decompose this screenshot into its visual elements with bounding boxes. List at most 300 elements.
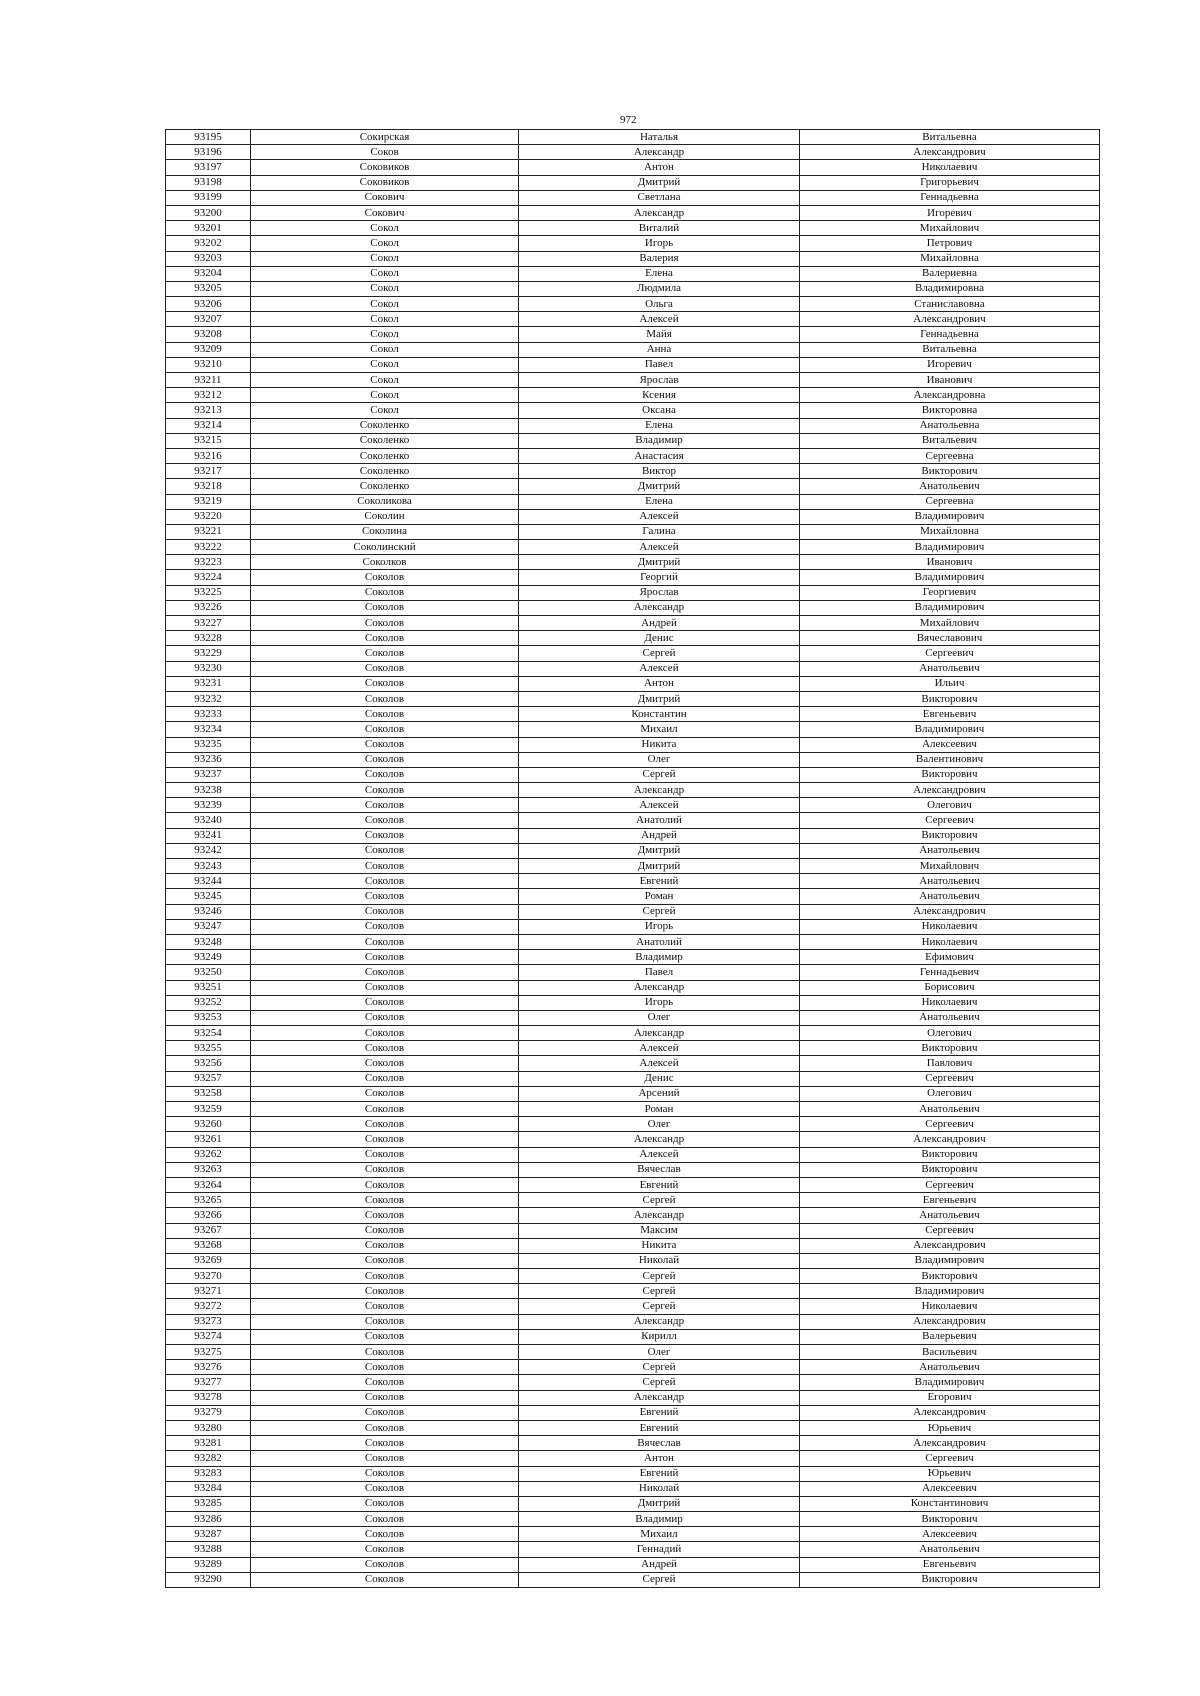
first-name-cell: Анатолий <box>519 934 800 949</box>
first-name-cell: Олег <box>519 1117 800 1132</box>
last-name-cell: Соколина <box>251 524 519 539</box>
last-name-cell: Соколенко <box>251 418 519 433</box>
record-number-cell: 93229 <box>166 646 251 661</box>
patronymic-cell: Александрович <box>800 145 1100 160</box>
record-number-cell: 93267 <box>166 1223 251 1238</box>
first-name-cell: Дмитрий <box>519 175 800 190</box>
table-row <box>166 661 1100 676</box>
table-row <box>166 1572 1100 1587</box>
record-number-cell: 93264 <box>166 1177 251 1192</box>
patronymic-cell: Сергеевна <box>800 448 1100 463</box>
record-number-cell: 93255 <box>166 1041 251 1056</box>
first-name-cell: Владимир <box>519 950 800 965</box>
first-name-cell: Александр <box>519 1132 800 1147</box>
first-name-cell: Максим <box>519 1223 800 1238</box>
first-name-cell: Оксана <box>519 403 800 418</box>
table-row <box>166 1390 1100 1405</box>
last-name-cell: Соковиков <box>251 175 519 190</box>
first-name-cell: Александр <box>519 1026 800 1041</box>
last-name-cell: Соколков <box>251 555 519 570</box>
first-name-cell: Дмитрий <box>519 479 800 494</box>
first-name-cell: Сергей <box>519 767 800 782</box>
table-row <box>166 130 1100 145</box>
patronymic-cell: Сергеевич <box>800 646 1100 661</box>
first-name-cell: Майя <box>519 327 800 342</box>
last-name-cell: Сокол <box>251 388 519 403</box>
first-name-cell: Арсений <box>519 1086 800 1101</box>
table-row <box>166 1177 1100 1192</box>
last-name-cell: Соколов <box>251 1496 519 1511</box>
table-row <box>166 1132 1100 1147</box>
record-number-cell: 93251 <box>166 980 251 995</box>
record-number-cell: 93262 <box>166 1147 251 1162</box>
first-name-cell: Андрей <box>519 616 800 631</box>
first-name-cell: Денис <box>519 631 800 646</box>
patronymic-cell: Николаевич <box>800 934 1100 949</box>
last-name-cell: Сокол <box>251 236 519 251</box>
patronymic-cell: Олегович <box>800 1026 1100 1041</box>
record-number-cell: 93268 <box>166 1238 251 1253</box>
last-name-cell: Соколов <box>251 859 519 874</box>
record-number-cell: 93209 <box>166 342 251 357</box>
last-name-cell: Соколов <box>251 1269 519 1284</box>
patronymic-cell: Евгеньевич <box>800 707 1100 722</box>
table-row <box>166 1481 1100 1496</box>
last-name-cell: Соколов <box>251 722 519 737</box>
patronymic-cell: Анатольевич <box>800 1208 1100 1223</box>
first-name-cell: Александр <box>519 1208 800 1223</box>
first-name-cell: Евгений <box>519 1420 800 1435</box>
table-row <box>166 281 1100 296</box>
last-name-cell: Сокол <box>251 266 519 281</box>
first-name-cell: Дмитрий <box>519 843 800 858</box>
table-row <box>166 616 1100 631</box>
patronymic-cell: Анатольевич <box>800 479 1100 494</box>
patronymic-cell: Васильевич <box>800 1345 1100 1360</box>
record-number-cell: 93279 <box>166 1405 251 1420</box>
record-number-cell: 93273 <box>166 1314 251 1329</box>
record-number-cell: 93283 <box>166 1466 251 1481</box>
record-number-cell: 93201 <box>166 221 251 236</box>
table-row <box>166 479 1100 494</box>
last-name-cell: Соколов <box>251 995 519 1010</box>
record-number-cell: 93202 <box>166 236 251 251</box>
first-name-cell: Елена <box>519 418 800 433</box>
patronymic-cell: Михайловна <box>800 524 1100 539</box>
patronymic-cell: Егорович <box>800 1390 1100 1405</box>
record-number-cell: 93222 <box>166 540 251 555</box>
last-name-cell: Соколов <box>251 631 519 646</box>
first-name-cell: Андрей <box>519 1557 800 1572</box>
last-name-cell: Сокол <box>251 342 519 357</box>
last-name-cell: Соколов <box>251 1177 519 1192</box>
patronymic-cell: Николаевич <box>800 160 1100 175</box>
patronymic-cell: Валентинович <box>800 752 1100 767</box>
registry-body <box>166 130 1100 1588</box>
record-number-cell: 93208 <box>166 327 251 342</box>
table-row <box>166 1329 1100 1344</box>
first-name-cell: Антон <box>519 160 800 175</box>
record-number-cell: 93230 <box>166 661 251 676</box>
first-name-cell: Анастасия <box>519 448 800 463</box>
last-name-cell: Соколов <box>251 600 519 615</box>
first-name-cell: Ксения <box>519 388 800 403</box>
record-number-cell: 93233 <box>166 707 251 722</box>
table-row <box>166 1299 1100 1314</box>
table-row <box>166 373 1100 388</box>
last-name-cell: Соколов <box>251 676 519 691</box>
last-name-cell: Соколенко <box>251 448 519 463</box>
table-row <box>166 995 1100 1010</box>
table-row <box>166 737 1100 752</box>
record-number-cell: 93221 <box>166 524 251 539</box>
record-number-cell: 93211 <box>166 373 251 388</box>
first-name-cell: Сергей <box>519 1572 800 1587</box>
first-name-cell: Ярослав <box>519 585 800 600</box>
last-name-cell: Соколов <box>251 828 519 843</box>
record-number-cell: 93269 <box>166 1253 251 1268</box>
patronymic-cell: Викторович <box>800 1269 1100 1284</box>
last-name-cell: Соколов <box>251 1345 519 1360</box>
table-row <box>166 904 1100 919</box>
table-row <box>166 570 1100 585</box>
table-row <box>166 722 1100 737</box>
record-number-cell: 93249 <box>166 950 251 965</box>
table-row <box>166 934 1100 949</box>
last-name-cell: Соколов <box>251 783 519 798</box>
table-row <box>166 190 1100 205</box>
record-number-cell: 93200 <box>166 205 251 220</box>
first-name-cell: Владимир <box>519 433 800 448</box>
table-row <box>166 1405 1100 1420</box>
first-name-cell: Николай <box>519 1481 800 1496</box>
record-number-cell: 93270 <box>166 1269 251 1284</box>
first-name-cell: Елена <box>519 494 800 509</box>
patronymic-cell: Анатольевич <box>800 1360 1100 1375</box>
last-name-cell: Сокол <box>251 373 519 388</box>
first-name-cell: Анатолий <box>519 813 800 828</box>
patronymic-cell: Геннадьевич <box>800 965 1100 980</box>
first-name-cell: Валерия <box>519 251 800 266</box>
patronymic-cell: Анатольевич <box>800 1542 1100 1557</box>
patronymic-cell: Викторович <box>800 1572 1100 1587</box>
table-row <box>166 1117 1100 1132</box>
table-row <box>166 843 1100 858</box>
table-row <box>166 1253 1100 1268</box>
table-row <box>166 1147 1100 1162</box>
record-number-cell: 93234 <box>166 722 251 737</box>
table-row <box>166 950 1100 965</box>
table-row <box>166 783 1100 798</box>
table-row <box>166 600 1100 615</box>
last-name-cell: Соколов <box>251 1314 519 1329</box>
table-row <box>166 160 1100 175</box>
patronymic-cell: Константинович <box>800 1496 1100 1511</box>
patronymic-cell: Геннадьевна <box>800 190 1100 205</box>
first-name-cell: Павел <box>519 965 800 980</box>
record-number-cell: 93203 <box>166 251 251 266</box>
patronymic-cell: Владимирович <box>800 722 1100 737</box>
record-number-cell: 93232 <box>166 691 251 706</box>
patronymic-cell: Юрьевич <box>800 1466 1100 1481</box>
first-name-cell: Владимир <box>519 1512 800 1527</box>
last-name-cell: Сокол <box>251 297 519 312</box>
first-name-cell: Павел <box>519 357 800 372</box>
last-name-cell: Сокол <box>251 357 519 372</box>
record-number-cell: 93238 <box>166 783 251 798</box>
patronymic-cell: Александрович <box>800 904 1100 919</box>
first-name-cell: Алексей <box>519 798 800 813</box>
record-number-cell: 93218 <box>166 479 251 494</box>
first-name-cell: Роман <box>519 889 800 904</box>
patronymic-cell: Валерьевич <box>800 1329 1100 1344</box>
patronymic-cell: Евгеньевич <box>800 1193 1100 1208</box>
patronymic-cell: Александрович <box>800 1405 1100 1420</box>
patronymic-cell: Александрович <box>800 312 1100 327</box>
record-number-cell: 93258 <box>166 1086 251 1101</box>
table-row <box>166 1223 1100 1238</box>
patronymic-cell: Михайловна <box>800 251 1100 266</box>
last-name-cell: Соколов <box>251 934 519 949</box>
last-name-cell: Соковиков <box>251 160 519 175</box>
patronymic-cell: Игоревич <box>800 357 1100 372</box>
last-name-cell: Соколов <box>251 965 519 980</box>
patronymic-cell: Валериевна <box>800 266 1100 281</box>
patronymic-cell: Михайлович <box>800 859 1100 874</box>
first-name-cell: Георгий <box>519 570 800 585</box>
record-number-cell: 93240 <box>166 813 251 828</box>
first-name-cell: Сергей <box>519 1284 800 1299</box>
record-number-cell: 93275 <box>166 1345 251 1360</box>
first-name-cell: Виталий <box>519 221 800 236</box>
record-number-cell: 93288 <box>166 1542 251 1557</box>
table-row <box>166 1375 1100 1390</box>
patronymic-cell: Викторовна <box>800 403 1100 418</box>
first-name-cell: Алексей <box>519 661 800 676</box>
table-row <box>166 874 1100 889</box>
last-name-cell: Соколов <box>251 691 519 706</box>
record-number-cell: 93280 <box>166 1420 251 1435</box>
table-row <box>166 1086 1100 1101</box>
first-name-cell: Сергей <box>519 1299 800 1314</box>
patronymic-cell: Игоревич <box>800 205 1100 220</box>
last-name-cell: Соколов <box>251 813 519 828</box>
table-row <box>166 646 1100 661</box>
last-name-cell: Сокович <box>251 190 519 205</box>
table-row <box>166 691 1100 706</box>
record-number-cell: 93219 <box>166 494 251 509</box>
patronymic-cell: Александровна <box>800 388 1100 403</box>
table-row <box>166 555 1100 570</box>
patronymic-cell: Викторович <box>800 691 1100 706</box>
table-row <box>166 1238 1100 1253</box>
last-name-cell: Сокол <box>251 221 519 236</box>
record-number-cell: 93236 <box>166 752 251 767</box>
patronymic-cell: Григорьевич <box>800 175 1100 190</box>
patronymic-cell: Станиславовна <box>800 297 1100 312</box>
table-row <box>166 266 1100 281</box>
record-number-cell: 93245 <box>166 889 251 904</box>
table-row <box>166 540 1100 555</box>
last-name-cell: Соколикова <box>251 494 519 509</box>
record-number-cell: 93282 <box>166 1451 251 1466</box>
patronymic-cell: Александрович <box>800 1132 1100 1147</box>
first-name-cell: Алексей <box>519 1056 800 1071</box>
first-name-cell: Николай <box>519 1253 800 1268</box>
last-name-cell: Соколов <box>251 1132 519 1147</box>
table-row <box>166 965 1100 980</box>
patronymic-cell: Анатольевна <box>800 418 1100 433</box>
record-number-cell: 93263 <box>166 1162 251 1177</box>
patronymic-cell: Михайлович <box>800 221 1100 236</box>
record-number-cell: 93276 <box>166 1360 251 1375</box>
patronymic-cell: Викторович <box>800 464 1100 479</box>
last-name-cell: Соколов <box>251 707 519 722</box>
last-name-cell: Соколов <box>251 1026 519 1041</box>
record-number-cell: 93235 <box>166 737 251 752</box>
record-number-cell: 93210 <box>166 357 251 372</box>
last-name-cell: Соков <box>251 145 519 160</box>
patronymic-cell: Вячеславович <box>800 631 1100 646</box>
first-name-cell: Никита <box>519 737 800 752</box>
first-name-cell: Алексей <box>519 312 800 327</box>
record-number-cell: 93223 <box>166 555 251 570</box>
patronymic-cell: Анатольевич <box>800 889 1100 904</box>
page-number: 972 <box>620 114 637 126</box>
last-name-cell: Сокол <box>251 327 519 342</box>
first-name-cell: Вячеслав <box>519 1162 800 1177</box>
patronymic-cell: Николаевич <box>800 919 1100 934</box>
record-number-cell: 93260 <box>166 1117 251 1132</box>
record-number-cell: 93248 <box>166 934 251 949</box>
record-number-cell: 93274 <box>166 1329 251 1344</box>
patronymic-cell: Владимирович <box>800 509 1100 524</box>
first-name-cell: Олег <box>519 1345 800 1360</box>
table-row <box>166 1512 1100 1527</box>
last-name-cell: Соколов <box>251 1466 519 1481</box>
last-name-cell: Соколов <box>251 1436 519 1451</box>
last-name-cell: Соколов <box>251 798 519 813</box>
record-number-cell: 93196 <box>166 145 251 160</box>
patronymic-cell: Викторович <box>800 1041 1100 1056</box>
table-row <box>166 342 1100 357</box>
record-number-cell: 93289 <box>166 1557 251 1572</box>
table-row <box>166 1360 1100 1375</box>
patronymic-cell: Сергеевич <box>800 1177 1100 1192</box>
table-row <box>166 980 1100 995</box>
patronymic-cell: Сергеевич <box>800 1117 1100 1132</box>
record-number-cell: 93214 <box>166 418 251 433</box>
first-name-cell: Алексей <box>519 1041 800 1056</box>
first-name-cell: Антон <box>519 676 800 691</box>
last-name-cell: Соколов <box>251 1102 519 1117</box>
last-name-cell: Соколов <box>251 889 519 904</box>
table-row <box>166 1162 1100 1177</box>
first-name-cell: Александр <box>519 145 800 160</box>
patronymic-cell: Сергеевич <box>800 1071 1100 1086</box>
table-row <box>166 1208 1100 1223</box>
last-name-cell: Соколин <box>251 509 519 524</box>
last-name-cell: Соколов <box>251 1238 519 1253</box>
last-name-cell: Соколов <box>251 1253 519 1268</box>
table-row <box>166 448 1100 463</box>
first-name-cell: Олег <box>519 752 800 767</box>
record-number-cell: 93195 <box>166 130 251 145</box>
patronymic-cell: Александрович <box>800 1314 1100 1329</box>
record-number-cell: 93241 <box>166 828 251 843</box>
first-name-cell: Александр <box>519 783 800 798</box>
first-name-cell: Кирилл <box>519 1329 800 1344</box>
patronymic-cell: Александрович <box>800 1436 1100 1451</box>
last-name-cell: Соколенко <box>251 464 519 479</box>
last-name-cell: Соколов <box>251 1572 519 1587</box>
record-number-cell: 93290 <box>166 1572 251 1587</box>
first-name-cell: Виктор <box>519 464 800 479</box>
last-name-cell: Соколов <box>251 843 519 858</box>
record-number-cell: 93286 <box>166 1512 251 1527</box>
patronymic-cell: Алексеевич <box>800 1481 1100 1496</box>
patronymic-cell: Анатольевич <box>800 661 1100 676</box>
table-row <box>166 1345 1100 1360</box>
patronymic-cell: Петрович <box>800 236 1100 251</box>
record-number-cell: 93243 <box>166 859 251 874</box>
table-row <box>166 1557 1100 1572</box>
record-number-cell: 93217 <box>166 464 251 479</box>
last-name-cell: Соколов <box>251 1451 519 1466</box>
first-name-cell: Ярослав <box>519 373 800 388</box>
patronymic-cell: Алексеевич <box>800 737 1100 752</box>
table-row <box>166 631 1100 646</box>
first-name-cell: Евгений <box>519 1405 800 1420</box>
table-row <box>166 707 1100 722</box>
last-name-cell: Соколов <box>251 1420 519 1435</box>
patronymic-cell: Анатольевич <box>800 1010 1100 1025</box>
patronymic-cell: Павлович <box>800 1056 1100 1071</box>
record-number-cell: 93265 <box>166 1193 251 1208</box>
record-number-cell: 93213 <box>166 403 251 418</box>
first-name-cell: Александр <box>519 205 800 220</box>
last-name-cell: Соколов <box>251 1299 519 1314</box>
last-name-cell: Сокол <box>251 403 519 418</box>
record-number-cell: 93228 <box>166 631 251 646</box>
last-name-cell: Соколов <box>251 1284 519 1299</box>
table-row <box>166 357 1100 372</box>
first-name-cell: Андрей <box>519 828 800 843</box>
table-row <box>166 524 1100 539</box>
patronymic-cell: Витальевич <box>800 433 1100 448</box>
last-name-cell: Сокол <box>251 281 519 296</box>
record-number-cell: 93237 <box>166 767 251 782</box>
record-number-cell: 93227 <box>166 616 251 631</box>
patronymic-cell: Викторович <box>800 1162 1100 1177</box>
table-row <box>166 828 1100 843</box>
last-name-cell: Соколов <box>251 1481 519 1496</box>
table-row <box>166 464 1100 479</box>
record-number-cell: 93206 <box>166 297 251 312</box>
last-name-cell: Соколов <box>251 980 519 995</box>
last-name-cell: Сокол <box>251 312 519 327</box>
last-name-cell: Соколов <box>251 570 519 585</box>
table-row <box>166 236 1100 251</box>
first-name-cell: Наталья <box>519 130 800 145</box>
last-name-cell: Соколов <box>251 1527 519 1542</box>
first-name-cell: Людмила <box>519 281 800 296</box>
table-row <box>166 251 1100 266</box>
first-name-cell: Константин <box>519 707 800 722</box>
first-name-cell: Роман <box>519 1102 800 1117</box>
first-name-cell: Александр <box>519 1390 800 1405</box>
patronymic-cell: Олегович <box>800 1086 1100 1101</box>
